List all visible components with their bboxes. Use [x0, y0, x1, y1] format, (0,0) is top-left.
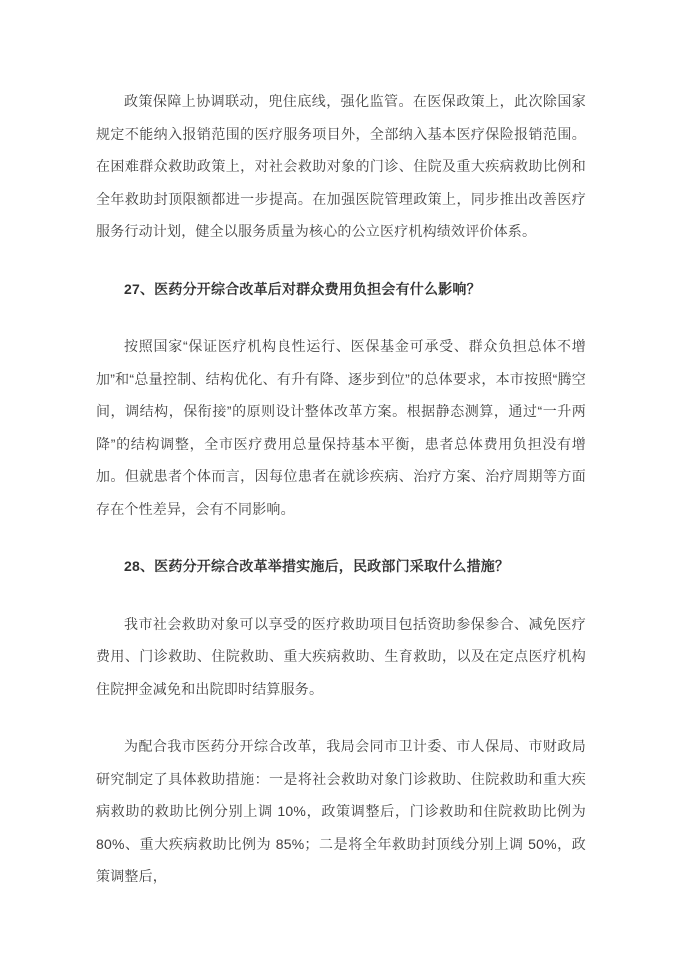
question-heading-27: 27、医药分开综合改革后对群众费用负担会有什么影响？	[124, 280, 481, 297]
policy-guarantee-paragraph: 政策保障上协调联动，兜住底线，强化监管。在医保政策上，此次除国家规定不能纳入报销范围的医疗服务项目外，全部纳入基本医疗保险报销范围。在困难群众救助政策上，对社会救助对象的门诊、住院及重大疾病救助比例和全年救助封顶限额都进一步提高。在加强医院管理政策上，同步推出改善医疗服务行动计划，健全以服务质量为核心的公立医疗机构绩效评价体系。	[96, 93, 586, 239]
question-heading-28: 28、医药分开综合改革举措实施后，民政部门采取什么措施？	[124, 558, 510, 574]
answer-27-paragraph: 按照国家“保证医疗机构良性运行、医保基金可承受、群众负担总体不增加”和“总量控制、结构优化、有升有降、逐步到位”的总体要求，本市按照“腾空间，调结构，保衔接”的原则设计整体改革方案。根据静态测算，通过“一升两降”的结构调整，全市医疗费用总量保持基本平衡，患者总体费用负担没有增加。但就患者个体而言，因每位患者在就诊疾病、治疗方案、治疗周期等方面存在个性差异，会有不同影响。	[96, 338, 586, 517]
answer-28-paragraph-2: 为配合我市医药分开综合改革，我局会同市卫计委、市人保局、市财政局研究制定了具体救助措施：一是将社会救助对象门诊救助、住院救助和重大疾病救助的救助比例分别上调 10%，政策调整后，门诊救助和住院救助比例为 80%、重大疾病救助比例为 85%；二是将全年救助封顶线分别上调 50%，政策调整后，	[96, 738, 586, 884]
answer-28-paragraph-1: 我市社会救助对象可以享受的医疗救助项目包括资助参保参合、减免医疗费用、门诊救助、住院救助、重大疾病救助、生育救助，以及在定点医疗机构住院押金减免和出院即时结算服务。	[96, 615, 586, 697]
